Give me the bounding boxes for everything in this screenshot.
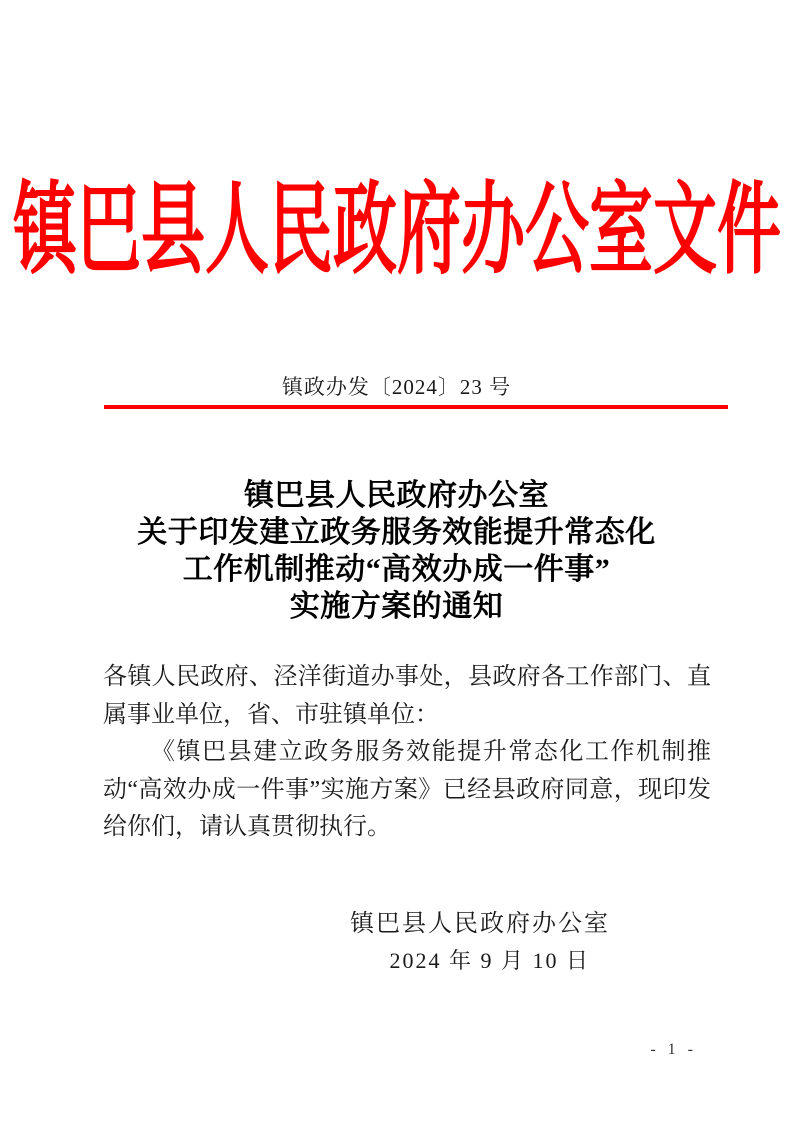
- document-number: 镇政办发〔2024〕23 号: [281, 375, 512, 399]
- agency-banner-text: 镇巴县人民政府办公室文件: [12, 175, 781, 286]
- red-divider-line: [104, 405, 728, 409]
- title-line-4: 实施方案的通知: [289, 590, 504, 623]
- issue-date: 2024 年 9 月 10 日: [389, 948, 590, 973]
- title-line-2: 关于印发建立政务服务效能提升常态化: [137, 516, 656, 549]
- page-number: - 1 -: [650, 1041, 697, 1058]
- document-title: [0, 477, 793, 625]
- issuer-signature: 镇巴县人民政府办公室: [350, 911, 610, 937]
- title-line-1: 镇巴县人民政府办公室: [244, 479, 549, 512]
- body-paragraph: 《镇巴县建立政务服务效能提升常态化工作机制推动“高效办成一件事”实施方案》已经县政府同意，现印发给你们，请认真贯彻执行。: [103, 739, 711, 840]
- salutation-line: 各镇人民政府、泾洋街道办事处，县政府各工作部门、直属事业单位，省、市驻镇单位：: [103, 664, 711, 728]
- title-line-3: 工作机制推动“高效办成一件事”: [182, 553, 611, 586]
- red-header-banner: [0, 175, 793, 286]
- document-body: [103, 659, 711, 847]
